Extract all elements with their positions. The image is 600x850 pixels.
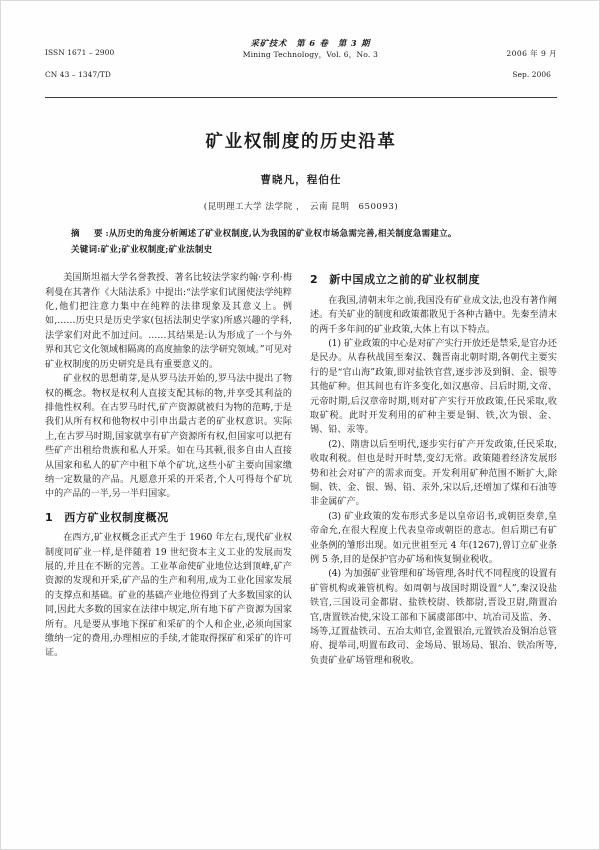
abstract-block [45, 227, 557, 257]
masthead [45, 37, 557, 92]
issn-text: ISSN 1671 – 2900 [45, 47, 115, 57]
keywords-label: 关键词 [71, 244, 98, 255]
paragraph: 矿业权的思想萌芽,是从罗马法开始的,罗马法中提出了物权的概念。物权是权利人直接支配其标的物,并享受其利益的排他性权利。在古罗马时代,矿产资源就被归为物的范畴,于是我们从所有权和他物权中引申出最古老的矿业权意识。实际上,在古罗马时期,国家就享有矿产资源所有权,但国家可以把有些矿产出租给贵族和私人开采。如在马其顿,很多自由人直接从国家和私人的矿产中租下单个矿坑,这些小矿主要向国家缴纳一定数量的产品。凡愿意开采的开采者,个人可得每个矿坑中的产品的一半,另一半归国家。 [45, 374, 292, 500]
paragraph: 美国斯坦福大学名誉教授、著名比较法学家约翰·亨利·梅利曼在其著作《大陆法系》中提出:“法学家们试图使法学纯粹化,他们把注意力集中在纯粹的法律现象及其意义上。例如,……历史只是历史学家(包括法制史学家)所感兴趣的学科,法学家们对此不加过问。……其结果是:认为形成了一个与外界和其它文化领域相隔离的高度抽象的法学研究领域。”可见对矿业权制度的历史研究是具有重要意义的。 [45, 273, 292, 370]
section-heading-2 [310, 271, 557, 288]
cn-number-text: CN 43 – 1347/TD [45, 69, 111, 79]
section-number: 1 [45, 510, 54, 524]
issue-date-cn: 2006 年 9 月 [506, 48, 557, 58]
article-authors: 曹晓凡，程伯仕 [260, 174, 342, 187]
masthead-divider [45, 97, 557, 98]
author-affiliation: (昆明理工大学 法学院 ， 云南 昆明 650093) [203, 202, 399, 213]
section-heading-1 [45, 509, 292, 526]
section-title: 西方矿业权制度概况 [64, 510, 169, 524]
left-column [45, 271, 292, 668]
section-title: 新中国成立之前的矿业权制度 [329, 273, 481, 287]
abstract-text: :从历史的角度分析阐述了矿业权制度,认为我国的矿业权市场急需完善,相关制度急需建立。 [105, 229, 457, 240]
paragraph: (3) 矿业政策的发布形式多是以皇帝诏书,或朝臣奏章,皇帝命允,在很大程度上代表皇帝或朝臣的意志。但后期已有矿业条例的雏形出现。如元世祖至元 4 年(1267),曾订立矿业条例 5 条,目的是保护官办矿场和恢复铜业税收。 [310, 511, 557, 565]
journal-name-en: Mining Technology，Vol. 6，No. 3 [242, 50, 379, 60]
abstract-line [71, 227, 541, 242]
paragraph: (1) 矿业政策的中心是对矿产实行开放还是禁采,是官办还是民办。从春秋战国至秦汉、魏晋南北朝时期,各朝代主要实行的是“官山海”政策,即对盐铁官营,逐步涉及到铜、金、银等其他矿种。但其间也有许多变化,如汉惠帝、吕后时期,文帝、元帝时期,后汉章帝时期,则对矿产实行开放政策,任民采取,收取矿税。此时开发利用的矿种主要是铜、铁,次为银、金、锡、铅、汞等。 [310, 338, 557, 436]
masthead-date [506, 37, 557, 92]
abstract-label: 摘 要 [71, 229, 106, 240]
section-number: 2 [310, 273, 319, 287]
masthead-journal [114, 37, 506, 61]
masthead-identifiers [45, 37, 114, 92]
paragraph: 在我国,清朝末年之前,我国没有矿业成文法,也没有著作阐述。有关矿业的制度和政策都散见于各种古籍中。先秦至清末的两千多年间的矿业政策,大体上有以下特点。 [310, 295, 557, 335]
page-content [45, 37, 557, 817]
article-title: 矿业权制度的历史沿革 [205, 132, 397, 153]
issue-date-en: Sep. 2006 [512, 70, 551, 80]
journal-name-cn: 采矿技术 第 6 卷 第 3 期 [250, 38, 371, 48]
keywords-line [71, 243, 541, 258]
body-columns [45, 271, 557, 668]
paragraph: 在西方,矿业权概念正式产生于 1960 年左右,现代矿业权制度同矿业一样,是伴随着 19 世纪资本主义工业的发展而发展的,并且在不断的完善。工业革命使矿业地位达到顶峰,矿产资源的发现和开采,矿产品的生产和利用,成为工业化国家发展的支撑点和基础。矿业的基础产业地位得到了大多数国家的认同,因此大多数的国家在法律中规定,所有地下矿产资源为国家所有。凡是要从事地下探矿和采矿的个人和企业,必须向国家缴纳一定的费用,办理相应的手续,才能取得探矿和采矿的许可证。 [45, 533, 292, 659]
paragraph: (2)、隋唐以后至明代,逐步实行矿产开发政策,任民采取,收取利税。但也是时开时禁,变幻无常。政策随着经济发展形势和社会对矿产的需求而变。开发利用矿种范围不断扩大,除铜、铁、金、银、锡、铅、汞外,宋以后,还增加了煤和石油等非金属矿产。 [310, 439, 557, 508]
paragraph: (4) 为加强矿业管理和矿场管理,各时代不同程度的设置有矿管机构或兼管机构。如周朝与战国时期设置“人”,秦汉设盐铁官,三国设司金都尉、盐铁校尉、铁都尉,晋设卫尉,隋置冶官,唐置铁冶使,宋设工部和下属虞部郎中、坑冶司及监、务、场等,辽置盐铁司、五冶太师官,金置银冶,元置铁冶及铜冶总管府、提举司,明置布政司、金场局、银场局、银冶、铁冶所等,负责矿业矿场管理和税收。 [310, 569, 557, 666]
keywords-text: :矿业;矿业权制度;矿业法制史 [97, 244, 213, 255]
right-column [310, 271, 557, 668]
